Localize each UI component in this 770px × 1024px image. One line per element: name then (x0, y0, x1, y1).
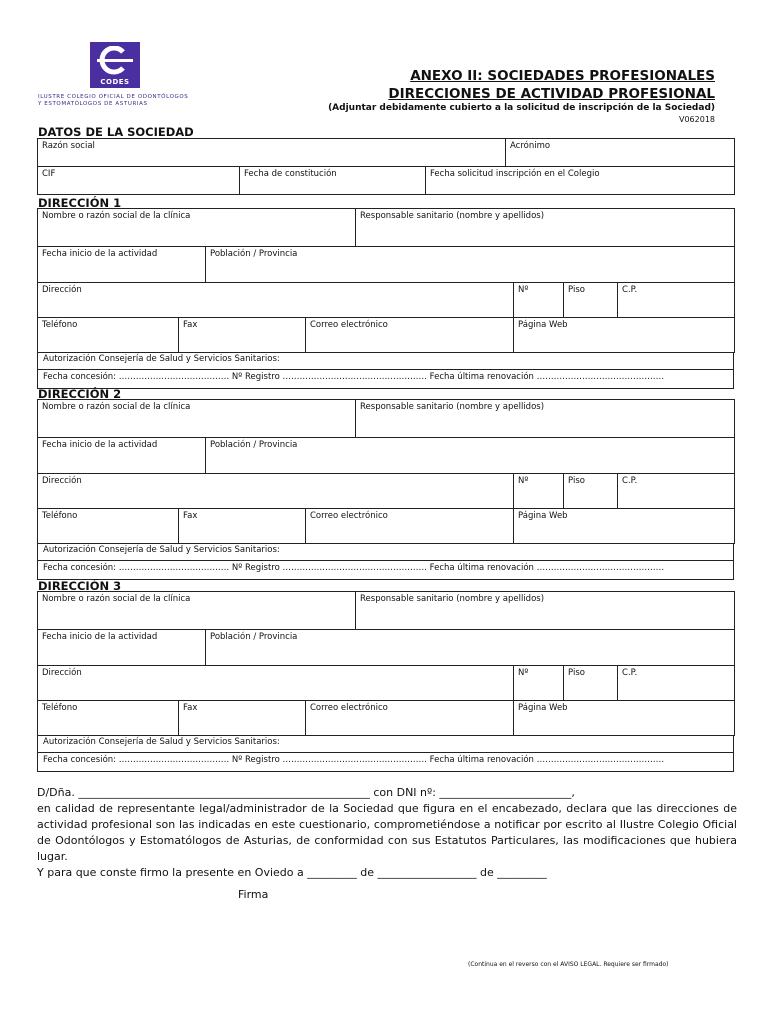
direction-2-heading: DIRECCIÓN 2 (38, 387, 122, 401)
page-subtitle: DIRECCIONES DE ACTIVIDAD PROFESIONAL (388, 86, 715, 102)
direction-2-web-field[interactable] (514, 509, 735, 544)
instructions-note: (Adjuntar debidamente cubierto a la solicitud de inscripción de la Sociedad) (328, 103, 715, 113)
telefono-label: Teléfono (42, 703, 78, 713)
direction-3-numero-field[interactable] (514, 666, 564, 701)
piso-label: Piso (568, 476, 585, 486)
direccion-label: Dirección (42, 668, 82, 678)
direction-3-direccion-field[interactable] (38, 666, 514, 701)
direction-2-numero-field[interactable] (514, 474, 564, 509)
direction-3-heading: DIRECCIÓN 3 (38, 579, 122, 593)
piso-label: Piso (568, 285, 585, 295)
version-code: V062018 (678, 115, 715, 124)
cif-label: CIF (42, 169, 56, 179)
cp-label: C.P. (622, 476, 638, 486)
autorizacion-label: Autorización Consejería de Salud y Servicios Sanitarios: (38, 543, 733, 561)
direction-2-nombre-field[interactable] (38, 400, 356, 438)
signature-label: Firma (238, 888, 269, 901)
direction-1-web-field[interactable] (514, 318, 735, 353)
direction-1-poblacion-field[interactable] (206, 247, 735, 283)
correo-label: Correo electrónico (310, 320, 388, 330)
responsable-label: Responsable sanitario (nombre y apellidos) (360, 402, 545, 412)
correo-label: Correo electrónico (310, 703, 388, 713)
direction-3-piso-field[interactable] (564, 666, 618, 701)
correo-label: Correo electrónico (310, 511, 388, 521)
direction-3-correo-field[interactable] (306, 701, 514, 736)
direction-1-fax-field[interactable] (179, 318, 306, 353)
direction-2-fechas-line[interactable]: Fecha concesión: ………………………………… Nº Registro …………………………………………… Fecha última renovación ……………………………………… (43, 563, 665, 573)
fecha-inscripcion-field[interactable] (426, 167, 735, 195)
acronimo-field[interactable] (506, 139, 735, 167)
direction-3-nombre-field[interactable] (38, 592, 356, 630)
direction-1-nombre-field[interactable] (38, 209, 356, 247)
direction-1-cp-field[interactable] (618, 283, 735, 318)
fecha-inicio-label: Fecha inicio de la actividad (42, 632, 158, 642)
poblacion-label: Población / Provincia (210, 249, 298, 259)
fax-label: Fax (183, 320, 198, 330)
logo (90, 42, 140, 88)
numero-label: Nº (518, 476, 529, 486)
direction-3-responsable-field[interactable] (356, 592, 735, 630)
acronimo-label: Acrónimo (510, 141, 551, 151)
direction-2-correo-field[interactable] (306, 509, 514, 544)
cif-field[interactable] (38, 167, 240, 195)
direction-3-fax-field[interactable] (179, 701, 306, 736)
razon-social-field[interactable] (38, 139, 506, 167)
declarant-line[interactable]: D/Dña. _____________________________________________________ con DNI nº: ________________________, (37, 786, 575, 799)
direction-3-poblacion-field[interactable] (206, 630, 735, 666)
org-name-line1: ILUSTRE COLEGIO OFICIAL DE ODONTÓLOGOS (38, 94, 189, 100)
direction-2-fax-field[interactable] (179, 509, 306, 544)
direction-1-heading: DIRECCIÓN 1 (38, 196, 122, 210)
direction-1-direccion-field[interactable] (38, 283, 514, 318)
direction-1-fecha-inicio-field[interactable] (38, 247, 206, 283)
direction-2-autorizacion (37, 543, 734, 580)
direction-3-fechas-line[interactable]: Fecha concesión: ………………………………… Nº Registro …………………………………………… Fecha última renovación ……………………………………… (43, 755, 665, 765)
direction-2-responsable-field[interactable] (356, 400, 735, 438)
web-label: Página Web (518, 703, 568, 713)
direction-2-piso-field[interactable] (564, 474, 618, 509)
direction-3-table (37, 591, 735, 736)
direction-2-direccion-field[interactable] (38, 474, 514, 509)
numero-label: Nº (518, 285, 529, 295)
direction-1-telefono-field[interactable] (38, 318, 179, 353)
direccion-label: Dirección (42, 285, 82, 295)
poblacion-label: Población / Provincia (210, 440, 298, 450)
cp-label: C.P. (622, 285, 638, 295)
telefono-label: Teléfono (42, 511, 78, 521)
web-label: Página Web (518, 320, 568, 330)
nombre-label: Nombre o razón social de la clínica (42, 594, 191, 604)
direction-2-telefono-field[interactable] (38, 509, 179, 544)
piso-label: Piso (568, 668, 585, 678)
fecha-inscripcion-label: Fecha solicitud inscripción en el Colegio (430, 169, 600, 179)
page-title: ANEXO II: SOCIEDADES PROFESIONALES (410, 68, 715, 84)
fecha-constitucion-field[interactable] (240, 167, 426, 195)
direction-1-piso-field[interactable] (564, 283, 618, 318)
direction-1-responsable-field[interactable] (356, 209, 735, 247)
responsable-label: Responsable sanitario (nombre y apellidos) (360, 211, 545, 221)
direction-2-poblacion-field[interactable] (206, 438, 735, 474)
nombre-label: Nombre o razón social de la clínica (42, 402, 191, 412)
direction-3-web-field[interactable] (514, 701, 735, 736)
cp-label: C.P. (622, 668, 638, 678)
declaration-closing[interactable]: Y para que conste firmo la presente en Oviedo a _________ de __________________ de _________ (37, 866, 547, 879)
nombre-label: Nombre o razón social de la clínica (42, 211, 191, 221)
autorizacion-label: Autorización Consejería de Salud y Servicios Sanitarios: (38, 352, 733, 370)
razon-social-label: Razón social (42, 141, 95, 151)
fecha-inicio-label: Fecha inicio de la actividad (42, 249, 158, 259)
direccion-label: Dirección (42, 476, 82, 486)
direction-3-autorizacion (37, 735, 734, 772)
numero-label: Nº (518, 668, 529, 678)
society-heading: DATOS DE LA SOCIEDAD (38, 125, 194, 139)
fecha-inicio-label: Fecha inicio de la actividad (42, 440, 158, 450)
logo-text: CODES (100, 78, 130, 86)
society-table (37, 138, 735, 195)
direction-2-table (37, 399, 735, 544)
direction-1-numero-field[interactable] (514, 283, 564, 318)
footer-note: (Continua en el reverso con el AVISO LEGAL. Requiere ser firmado) (468, 961, 669, 968)
autorizacion-label: Autorización Consejería de Salud y Servicios Sanitarios: (38, 735, 733, 753)
telefono-label: Teléfono (42, 320, 78, 330)
direction-3-telefono-field[interactable] (38, 701, 179, 736)
direction-1-autorizacion (37, 352, 734, 389)
direction-1-table (37, 208, 735, 353)
direction-1-correo-field[interactable] (306, 318, 514, 353)
direction-3-cp-field[interactable] (618, 666, 735, 701)
logo-c-icon (97, 46, 133, 78)
direction-2-cp-field[interactable] (618, 474, 735, 509)
fecha-constitucion-label: Fecha de constitución (244, 169, 337, 179)
poblacion-label: Población / Provincia (210, 632, 298, 642)
fax-label: Fax (183, 703, 198, 713)
responsable-label: Responsable sanitario (nombre y apellidos) (360, 594, 545, 604)
direction-2-fecha-inicio-field[interactable] (38, 438, 206, 474)
fax-label: Fax (183, 511, 198, 521)
direction-3-fecha-inicio-field[interactable] (38, 630, 206, 666)
web-label: Página Web (518, 511, 568, 521)
declaration (37, 785, 737, 881)
org-name-line2: Y ESTOMATÓLOGOS DE ASTURIAS (38, 101, 148, 107)
declaration-body: en calidad de representante legal/administrador de la Sociedad que figura en el encabezado, declara que las direcciones de actividad profesional son las indicadas en este cuestionario, comprometiéndose a notificar por escrito al Ilustre Colegio Oficial de Odontólogos y Estomatólogos de Asturias, de conformidad con sus Estatutos Particulares, las modificaciones que hubiera lugar. (37, 802, 737, 863)
direction-1-fechas-line[interactable]: Fecha concesión: ………………………………… Nº Registro …………………………………………… Fecha última renovación ……………………………………… (43, 372, 665, 382)
